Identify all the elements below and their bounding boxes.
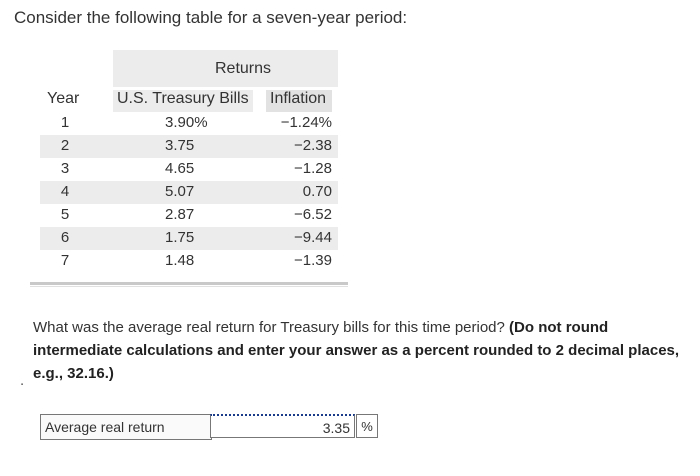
- answer-label: Average real return: [40, 414, 212, 440]
- table-bottom-rule-shadow: [30, 286, 348, 287]
- table-row: [40, 227, 338, 250]
- inflation-cell: −2.38: [294, 137, 332, 154]
- question-instruction: (Do not round intermediate calculations and enter your answer as a percent rounded to 2 decimal places, e.g., 32.16.): [33, 319, 680, 382]
- tbills-cell: 3.75: [165, 137, 195, 154]
- table-row: [40, 204, 338, 227]
- table-row: [40, 250, 338, 273]
- inflation-cell: −6.52: [294, 206, 332, 223]
- question-text: [33, 316, 693, 385]
- inflation-cell: 0.70: [302, 183, 332, 200]
- tbills-column-header: U.S. Treasury Bills: [113, 90, 253, 112]
- inflation-cell: −1.28: [294, 160, 332, 177]
- tbills-cell: 2.87: [165, 206, 195, 223]
- year-column-header: Year: [47, 90, 80, 107]
- inflation-cell: −1.39: [294, 252, 332, 269]
- year-cell: 2: [60, 137, 70, 154]
- average-real-return-input[interactable]: 3.35: [210, 414, 355, 438]
- intro-text: Consider the following table for a seven-year period:: [14, 8, 408, 27]
- tbills-cell: 5.07: [165, 183, 195, 200]
- question-main: What was the average real return for Treasury bills for this time period?: [33, 319, 510, 336]
- table-row: [40, 112, 338, 135]
- year-cell: 4: [60, 183, 70, 200]
- tbills-cell: 1.48: [165, 252, 195, 269]
- year-cell: 7: [60, 252, 70, 269]
- bullet-dot: .: [20, 372, 25, 389]
- tbills-cell: 3.90%: [165, 114, 208, 131]
- inflation-column-header: Inflation: [266, 90, 332, 112]
- inflation-cell: −9.44: [294, 229, 332, 246]
- returns-group-header: [113, 50, 338, 87]
- table-row: [40, 135, 338, 158]
- table-bottom-rule: [30, 282, 348, 285]
- year-cell: 1: [60, 114, 70, 131]
- year-cell: 5: [60, 206, 70, 223]
- tbills-cell: 4.65: [165, 160, 195, 177]
- inflation-cell: −1.24%: [280, 114, 332, 131]
- tbills-cell: 1.75: [165, 229, 195, 246]
- returns-header-label: Returns: [215, 60, 272, 77]
- year-cell: 3: [60, 160, 70, 177]
- table-row: [40, 181, 338, 204]
- table-row: [40, 158, 338, 181]
- percent-unit: %: [356, 414, 378, 438]
- year-cell: 6: [60, 229, 70, 246]
